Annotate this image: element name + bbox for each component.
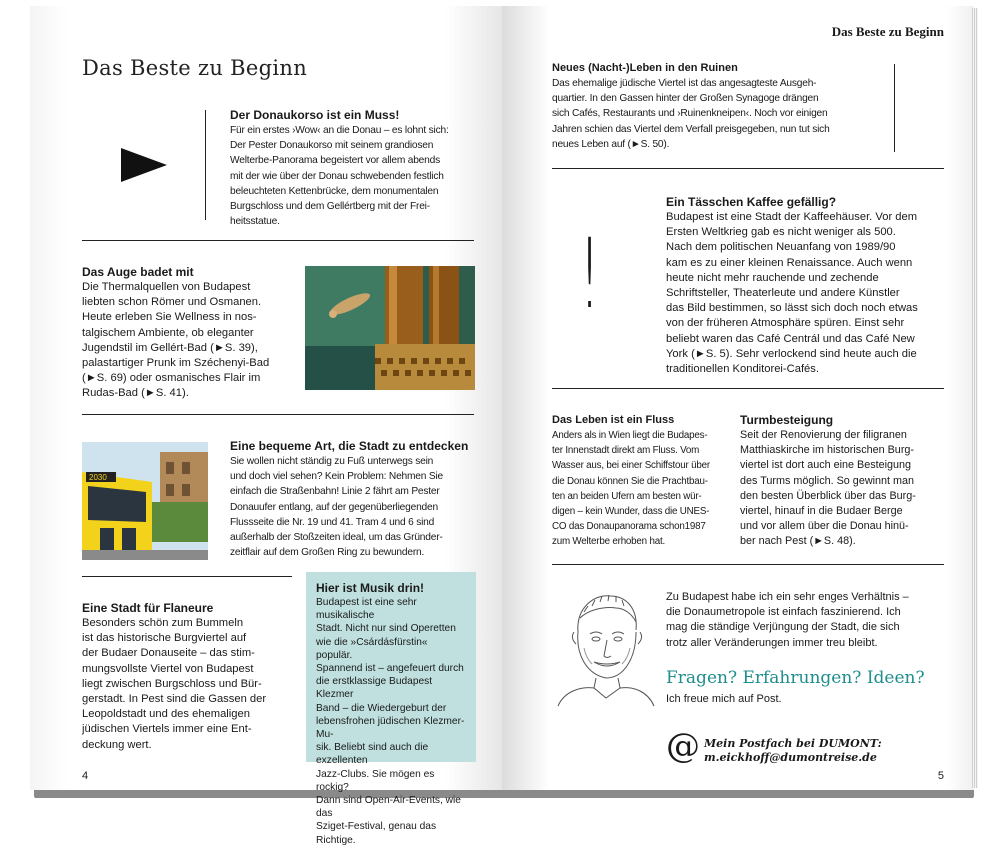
text-line: Seit der Renovierung der filigranen xyxy=(740,429,907,441)
flaneure-heading: Eine Stadt für Flaneure xyxy=(82,601,214,615)
text-line: mag die ständige Verjüngung der Stadt, die sich xyxy=(666,621,900,634)
text-line: York (►S. 5). Sehr verlockend sind heute auch die xyxy=(666,347,917,360)
text-line: und vor allem über die Donau hinü- xyxy=(740,520,909,533)
text-line: Die Thermalquellen von Budapest xyxy=(82,281,251,293)
text-line: ist das historische Burgviertel auf xyxy=(82,632,247,645)
donaukorso-section xyxy=(230,107,476,229)
text-line: jüdischen Viertels immer eine Ent- xyxy=(82,723,252,736)
fluss-section xyxy=(552,412,720,550)
text-line: quartier. In den Gassen hinter der Großen Synagoge drängen xyxy=(552,93,819,105)
text-line: außerhalb der Stoßzeiten ideal, um das Gründer- xyxy=(230,532,443,544)
text-line: Für ein erstes ›Wow‹ an die Donau – es lohnt sich: xyxy=(230,125,449,136)
text-line: Sie wollen nicht ständig zu Fuß unterwegs sein xyxy=(230,456,434,467)
text-line: und doch viel sehen? Kein Problem: Nehmen Sie xyxy=(230,471,443,483)
thermal-bath-photo xyxy=(305,266,475,390)
ruinen-section xyxy=(552,60,878,152)
auge-section xyxy=(82,264,290,402)
text-line: viertel, hinauf in die Budaer Berge xyxy=(740,505,903,518)
text-line: lebensfrohen jüdischen Klezmer-Mu- xyxy=(316,715,465,741)
text-line: Schriftsteller, Theaterleute und andere Künstler xyxy=(666,287,900,300)
text-line: mungsvollste Viertel von Budapest xyxy=(82,662,254,675)
email-at-icon: @ xyxy=(666,726,700,766)
text-line: gerstadt. In Pest sind die Gassen der xyxy=(82,693,267,706)
text-line: Budapest ist eine sehr musikalische xyxy=(316,597,417,622)
page-number-right: 5 xyxy=(937,770,944,782)
turm-text xyxy=(740,428,946,550)
text-line: die Donau können Sie die Prachtbau- xyxy=(552,475,708,487)
author-note xyxy=(666,590,950,651)
turm-heading: Turmbesteigung xyxy=(740,413,834,427)
text-line: neues Leben auf (►S. 50). xyxy=(552,138,670,150)
text-line: Stadt. Nicht nur sind Operetten xyxy=(316,623,456,635)
tram-illustration xyxy=(82,442,208,560)
left-page xyxy=(30,6,502,846)
running-head: Das Beste zu Beginn xyxy=(831,24,944,39)
vertical-divider xyxy=(894,64,895,152)
postfach-label: Mein Postfach bei DUMONT: xyxy=(704,737,882,750)
text-line: beleuchteten Kettenbrücke, dem monumentalen xyxy=(230,185,439,197)
text-line: liebten schon Römer und Osmanen. xyxy=(82,296,262,309)
text-line: zeitflair auf dem Großen Ring zu bewundern. xyxy=(230,547,425,559)
donaukorso-heading: Der Donaukorso ist ein Muss! xyxy=(230,108,400,122)
fluss-text xyxy=(552,428,720,550)
section-divider xyxy=(82,240,474,241)
tram-number-label: 2030 xyxy=(89,473,107,482)
strassenbahn-section xyxy=(230,438,476,560)
text-line: Nach dem politischen Neuanfang von 1989/90 xyxy=(666,241,896,254)
text-line: beliebt waren das Café Centrál und das Café New xyxy=(666,332,915,345)
page-number-left: 4 xyxy=(82,770,89,782)
text-line: Welterbe-Panorama begeistert vor allem abends xyxy=(230,155,440,167)
text-line: Spannend ist – angefeuert durch xyxy=(316,663,464,675)
text-line: sich Cafés, Restaurants und ›Ruinenkneipen‹. Noch vor einigen xyxy=(552,108,828,120)
kaffee-heading: Ein Tässchen Kaffee gefällig? xyxy=(666,195,837,209)
text-line: Jugendstil im Gellért-Bad (►S. 39), xyxy=(82,341,258,354)
vertical-divider xyxy=(205,110,206,220)
donaukorso-text xyxy=(230,123,476,229)
auge-heading: Das Auge badet mit xyxy=(82,265,194,279)
text-line: Der Pester Donaukorso mit seinem grandiosen xyxy=(230,140,434,152)
text-line: Flussseite die Nr. 19 und 41. Tram 4 und 6 sind xyxy=(230,516,435,528)
text-line: digen – kein Wunder, dass die UNES- xyxy=(552,506,710,518)
author-text xyxy=(666,590,950,651)
text-line: Anders als in Wien liegt die Budapes- xyxy=(552,430,708,441)
text-line: Rudas-Bad (►S. 41). xyxy=(82,387,189,400)
musik-text xyxy=(316,596,466,847)
text-line: Burgschloss und dem Gellértberg mit der Frei- xyxy=(230,201,430,213)
text-line: ter Innenstadt direkt am Fluss. Vom xyxy=(552,445,700,457)
arrow-marker-icon xyxy=(121,148,167,182)
text-line: einfach die Straßenbahn! Linie 2 fährt am Pester xyxy=(230,486,440,498)
tram-photo xyxy=(82,442,208,560)
text-line: ten an beiden Ufern am besten wür- xyxy=(552,490,702,502)
text-line: heitsstatue. xyxy=(230,216,280,228)
author-email-link[interactable]: m.eickhoff@dumontreise.de xyxy=(704,751,877,764)
post-invitation: Ich freue mich auf Post. xyxy=(666,693,782,705)
text-line: Donauufer entlang, auf der gegenüberliegenden xyxy=(230,501,438,513)
exclamation-marker-icon: ! xyxy=(578,218,602,330)
text-line: Ersten Weltkrieg gab es nicht weniger als 500. xyxy=(666,226,896,239)
text-line: Besonders schön zum Bummeln xyxy=(82,617,244,629)
text-line: das Bild bestimmen, so lässt sich doch noch etwas xyxy=(666,302,918,315)
section-divider xyxy=(82,414,474,415)
text-line: von der früheren Atmosphäre spüren. Einst sehr xyxy=(666,317,905,330)
text-line: Wasser aus, bei einer Schiffstour über xyxy=(552,460,710,472)
text-line: Jahren schien das Viertel dem Verfall preisgegeben, nun tut sich xyxy=(552,123,830,135)
section-divider xyxy=(552,564,944,565)
text-line: Heute erleben Sie Wellness in nos- xyxy=(82,311,257,324)
text-line: Sziget-Festival, genau das Richtige. xyxy=(316,821,437,846)
postfach-block xyxy=(704,737,882,765)
musik-info-box xyxy=(306,572,476,846)
text-line: palastartiger Prunk im Széchenyi-Bad xyxy=(82,357,270,370)
text-line: der Budaer Donauseite – das stim- xyxy=(82,647,255,660)
text-line: wie die »Csárdásfürstin« populär. xyxy=(316,636,428,661)
text-line: zum Welterbe erhoben hat. xyxy=(552,536,665,548)
flaneure-section xyxy=(82,600,294,753)
text-line: Leopoldstadt und des ehemaligen xyxy=(82,708,250,721)
text-line: liegt zwischen Burgschloss und Bür- xyxy=(82,677,262,690)
text-line: viertel ist dort auch eine Besteigung xyxy=(740,459,912,472)
author-portrait xyxy=(554,588,658,706)
text-line: mit der wie über der Donau schwebenden festlich xyxy=(230,170,444,182)
text-line: Matthiaskirche im historischen Burg- xyxy=(740,444,915,457)
ruinen-text xyxy=(552,76,878,152)
text-line: deckung wert. xyxy=(82,738,152,751)
guidebook-spread xyxy=(30,6,974,846)
section-divider xyxy=(552,388,944,389)
fragen-heading: Fragen? Erfahrungen? Ideen? xyxy=(666,668,925,688)
text-line: Das ehemalige jüdische Viertel ist das angesagteste Ausgeh- xyxy=(552,78,817,89)
kaffee-text xyxy=(666,210,946,377)
page-title: Das Beste zu Beginn xyxy=(82,56,308,80)
flaneure-text xyxy=(82,616,294,753)
fluss-heading: Das Leben ist ein Fluss xyxy=(552,414,675,426)
musik-heading: Hier ist Musik drin! xyxy=(316,581,425,595)
text-line: trotz aller Veränderungen immer treu bleibt. xyxy=(666,636,878,649)
turm-section xyxy=(740,412,946,550)
section-divider xyxy=(82,576,292,577)
text-line: den besten Überblick über das Burg- xyxy=(740,489,916,502)
text-line: Budapest ist eine Stadt der Kaffeehäuser. Vor dem xyxy=(666,211,918,223)
text-line: sik. Beliebt sind auch die exzellenten xyxy=(316,742,429,767)
text-line: Zu Budapest habe ich ein sehr enges Verhältnis – xyxy=(666,591,909,603)
ruinen-heading: Neues (Nacht-)Leben in den Ruinen xyxy=(552,62,738,74)
text-line: ber nach Pest (►S. 48). xyxy=(740,535,856,548)
right-page xyxy=(502,6,974,790)
text-line: talgischem Ambiente, ob eleganter xyxy=(82,326,254,339)
auge-text xyxy=(82,280,290,402)
thermal-bath-illustration xyxy=(305,266,475,390)
text-line: die erstklassige Budapest Klezmer xyxy=(316,676,433,701)
text-line: heute nicht mehr rauchende und zechende xyxy=(666,271,879,284)
page-edges xyxy=(972,8,978,788)
text-line: Band – die Wiedergeburt der xyxy=(316,702,447,714)
text-line: CO das Donaupanorama schon1987 xyxy=(552,521,706,533)
kaffee-section xyxy=(666,194,946,377)
text-line: kam es zu einer kleinen Renaissance. Auch wenn xyxy=(666,256,913,269)
strassenbahn-heading: Eine bequeme Art, die Stadt zu entdecken xyxy=(230,439,469,453)
strassenbahn-text xyxy=(230,454,476,560)
text-line: Jazz-Clubs. Sie mögen es rockig? xyxy=(316,768,435,793)
text-line: (►S. 69) oder osmanisches Flair im xyxy=(82,372,261,385)
text-line: Dann sind Open-Air-Events, wie das xyxy=(316,795,461,820)
text-line: traditionellen Konditorei-Cafés. xyxy=(666,363,819,376)
section-divider xyxy=(552,168,944,169)
text-line: die Donaumetropole ist einfach faszinierend. Ich xyxy=(666,606,901,619)
text-line: des Turms möglich. So gewinnt man xyxy=(740,474,915,487)
